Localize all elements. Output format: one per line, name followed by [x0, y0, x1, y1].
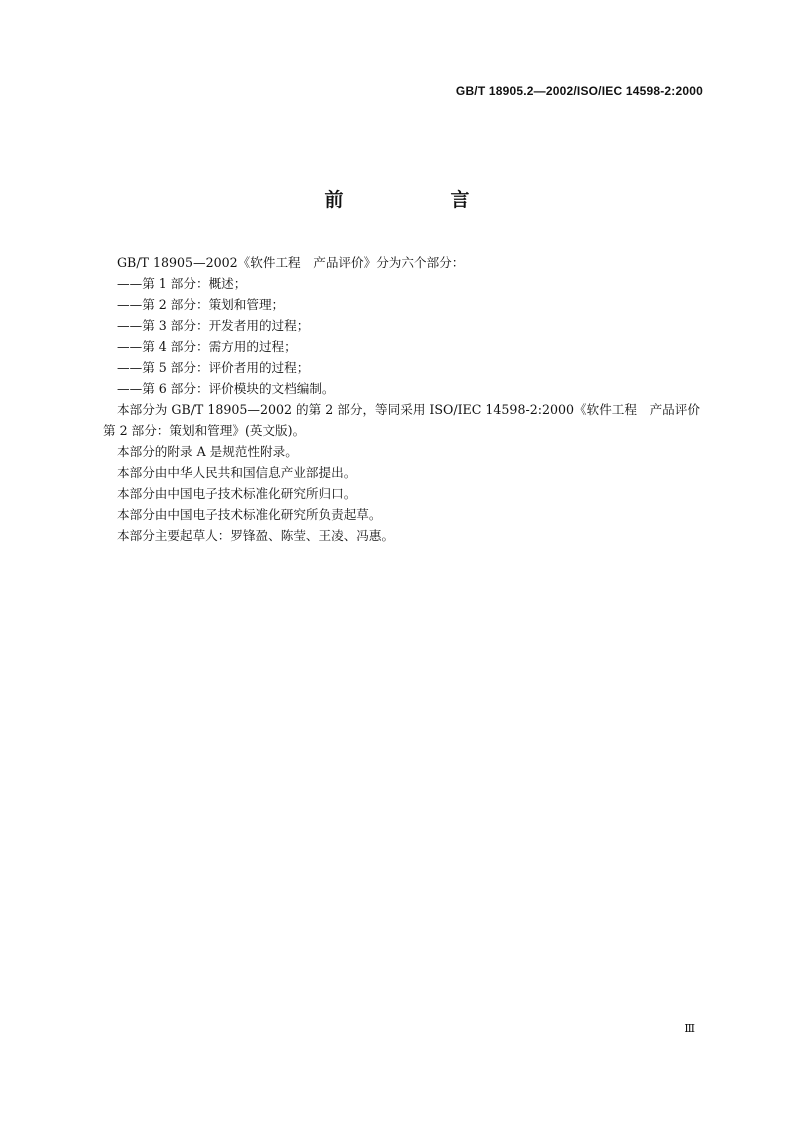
foreword-body: [103, 252, 703, 546]
list-item-part-3: ——第 3 部分：开发者用的过程；: [117, 318, 310, 333]
paragraph-drafters: 本部分主要起草人：罗锋盈、陈莹、王凌、冯惠。: [117, 528, 395, 543]
paragraph-adoption: 本部分为 GB/T 18905—2002 的第 2 部分，等同采用 ISO/IEC 14598-2:2000《软件工程 产品评价 第 2 部分：策划和管理》(英文版)。: [103, 402, 700, 438]
list-item-part-6: ——第 6 部分：评价模块的文档编制。: [117, 381, 335, 396]
list-item-part-4: ——第 4 部分：需方用的过程；: [117, 339, 297, 354]
list-item-part-1: ——第 1 部分：概述；: [117, 276, 247, 291]
list-item-part-2: ——第 2 部分：策划和管理；: [117, 297, 285, 312]
paragraph-drafted-by: 本部分由中国电子技术标准化研究所负责起草。: [117, 507, 382, 522]
paragraph-centralized-by: 本部分由中国电子技术标准化研究所归口。: [117, 486, 357, 501]
standard-code-header: GB/T 18905.2—2002/ISO/IEC 14598-2:2000: [455, 84, 703, 98]
page-number: Ⅲ: [684, 1022, 695, 1035]
paragraph-proposed-by: 本部分由中华人民共和国信息产业部提出。: [117, 465, 357, 480]
page-title: 前 言: [324, 189, 514, 211]
paragraph-parts-intro: GB/T 18905—2002《软件工程 产品评价》分为六个部分：: [117, 255, 465, 270]
list-item-part-5: ——第 5 部分：评价者用的过程；: [117, 360, 310, 375]
paragraph-annex: 本部分的附录 A 是规范性附录。: [117, 444, 298, 459]
